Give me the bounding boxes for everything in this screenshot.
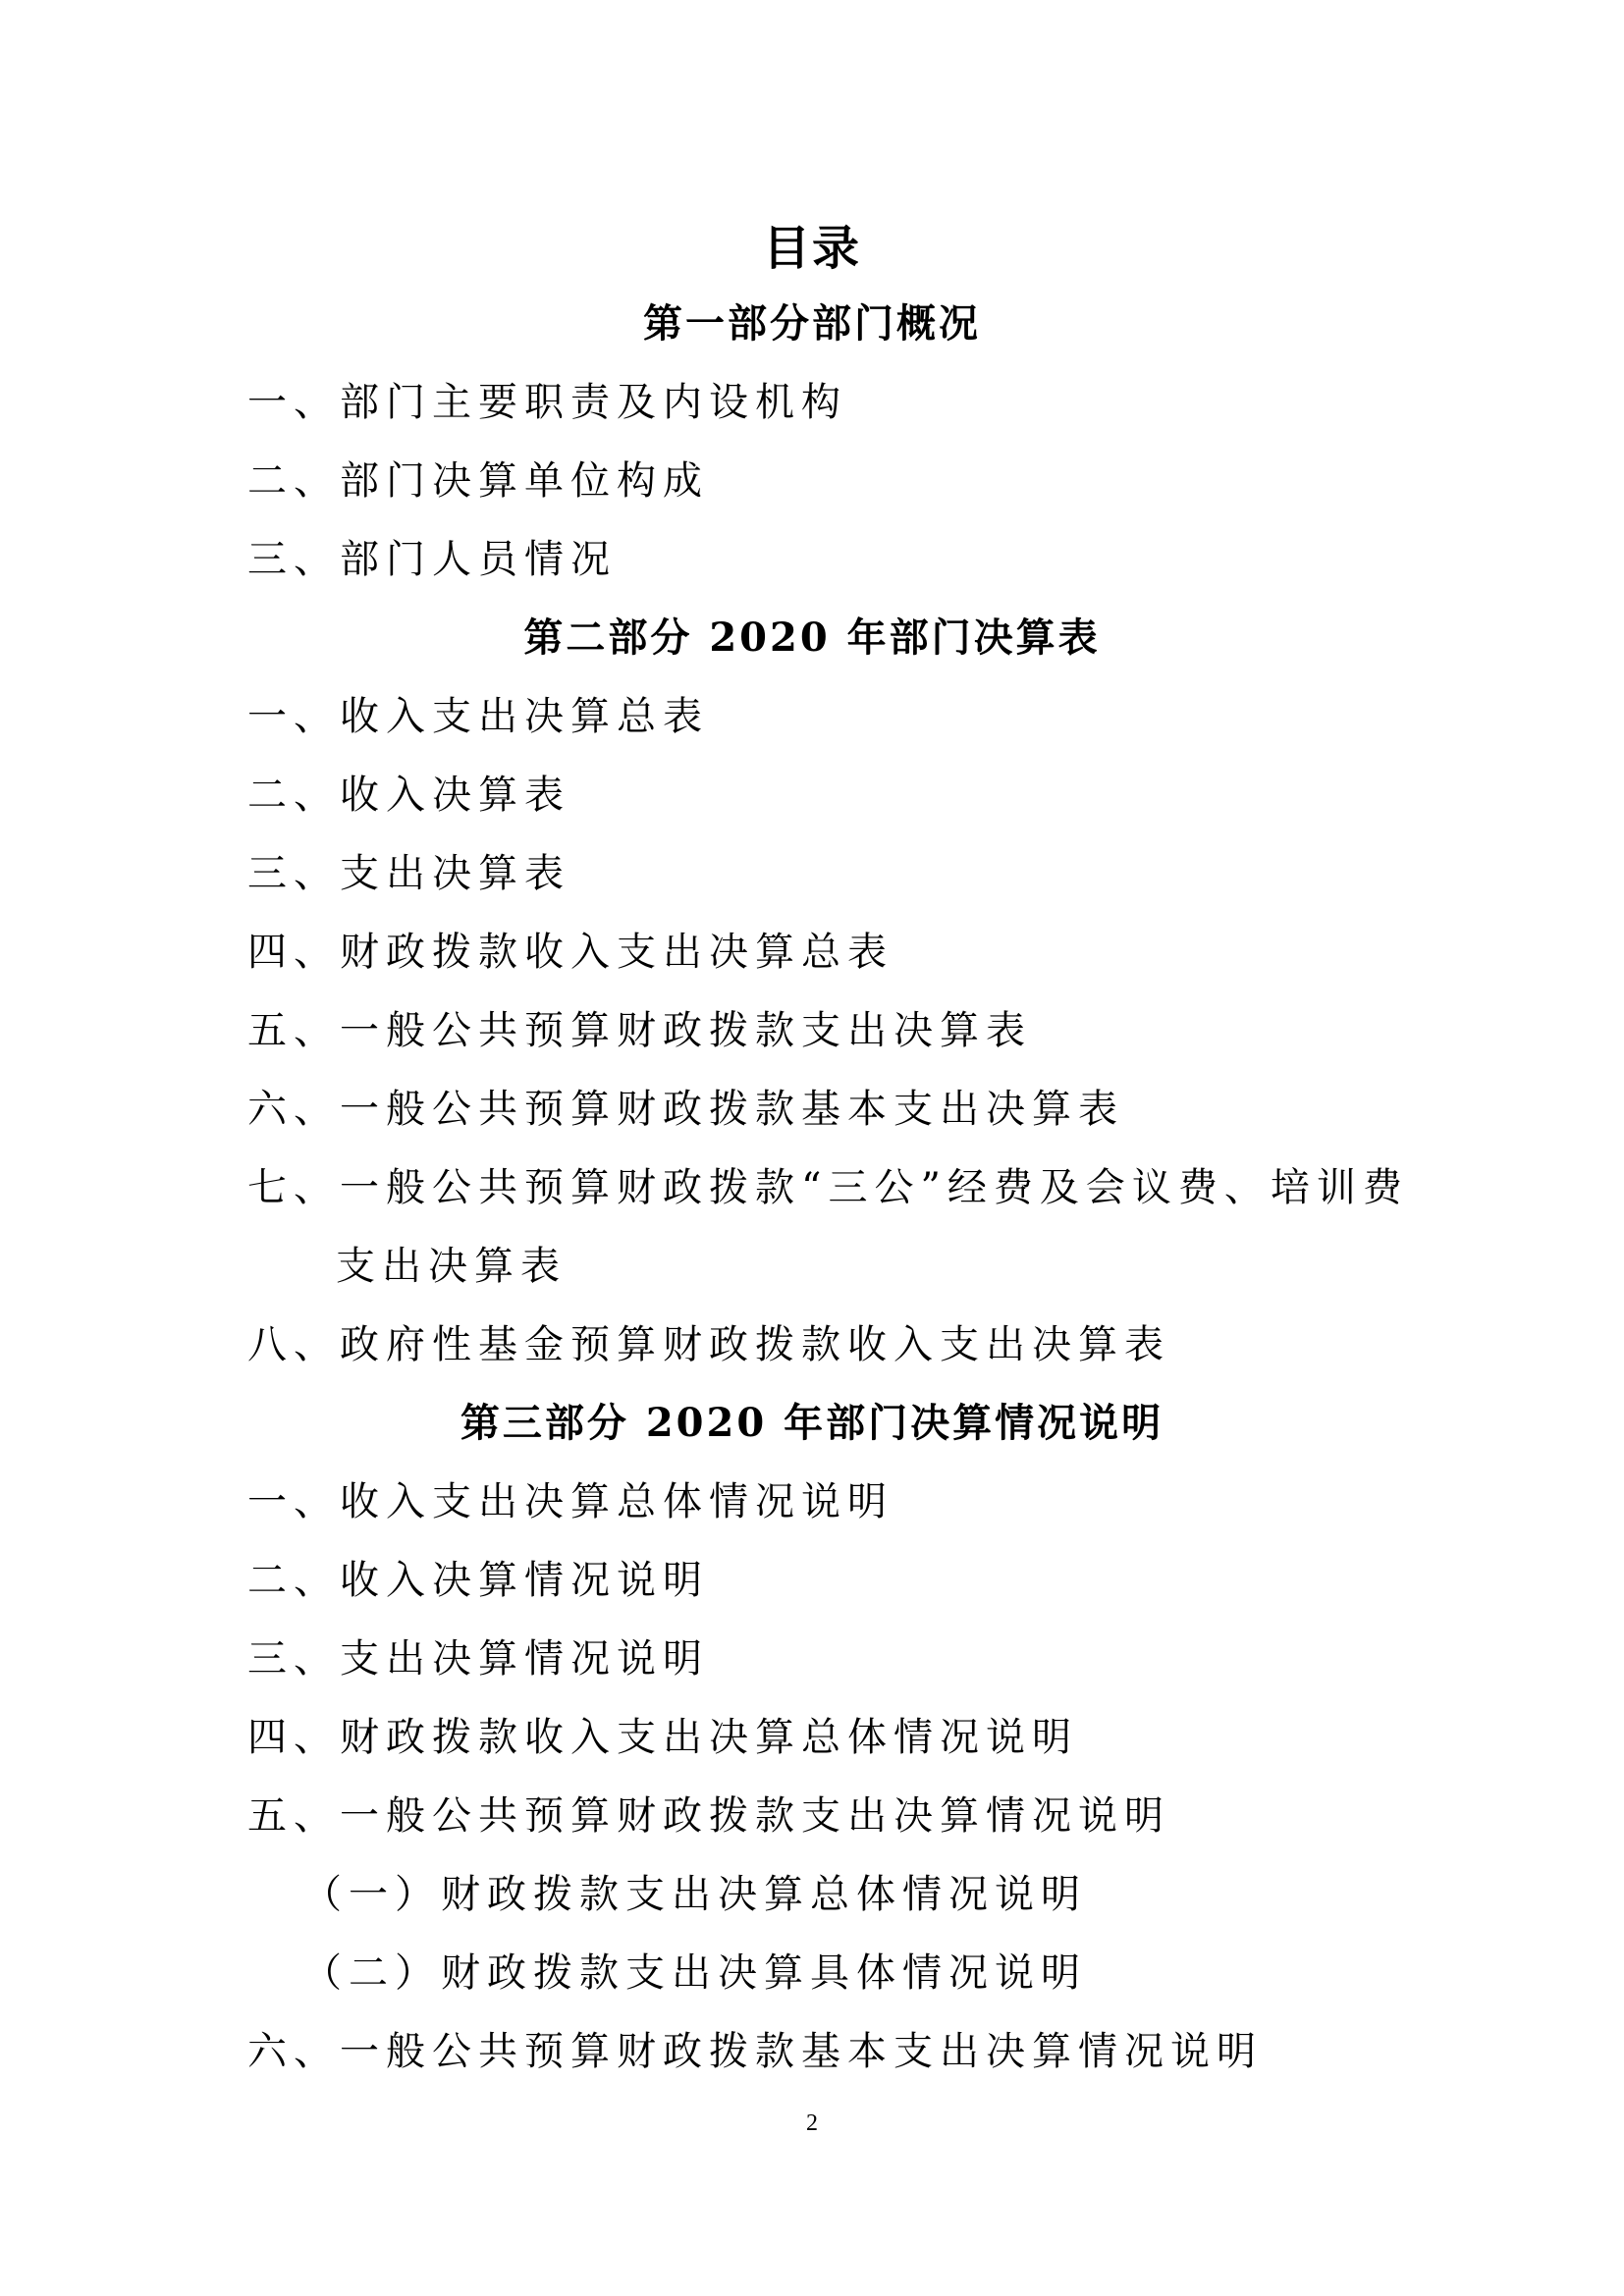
toc-item: 四、财政拨款收入支出决算总表	[247, 930, 893, 975]
part1-heading: 第一部分部门概况	[643, 300, 981, 347]
toc-subitem: （二）财政拨款支出决算具体情况说明	[302, 1950, 1087, 1996]
toc-item: 三、支出决算表	[247, 851, 570, 896]
toc-item: 五、一般公共预算财政拨款支出决算情况说明	[247, 1793, 1170, 1839]
toc-item: 五、一般公共预算财政拨款支出决算表	[247, 1008, 1032, 1053]
toc-subitem: （一）财政拨款支出决算总体情况说明	[302, 1872, 1087, 1917]
toc-item: 三、部门人员情况	[247, 537, 617, 582]
toc-item: 七、一般公共预算财政拨款“三公”经费及会议费、培训费	[247, 1165, 1409, 1210]
toc-item: 一、收入支出决算总表	[247, 694, 709, 739]
toc-item: 三、支出决算情况说明	[247, 1636, 709, 1682]
toc-item: 二、收入决算表	[247, 773, 570, 818]
toc-item: 六、一般公共预算财政拨款基本支出决算表	[247, 1087, 1124, 1132]
page-number: 2	[806, 2110, 818, 2136]
toc-item: 六、一般公共预算财政拨款基本支出决算情况说明	[247, 2029, 1263, 2074]
table-of-contents	[0, 285, 1624, 2091]
toc-item: 四、财政拨款收入支出决算总体情况说明	[247, 1715, 1078, 1760]
part2-heading: 第二部分 2020 年部门决算表	[523, 614, 1101, 661]
toc-item: 二、收入决算情况说明	[247, 1558, 709, 1603]
toc-item: 二、部门决算单位构成	[247, 458, 709, 504]
toc-item: 一、收入支出决算总体情况说明	[247, 1479, 893, 1524]
toc-item-continuation: 支出决算表	[336, 1244, 567, 1289]
toc-item: 一、部门主要职责及内设机构	[247, 380, 847, 425]
toc-title: 目录	[762, 221, 861, 276]
part3-heading: 第三部分 2020 年部门决算情况说明	[460, 1400, 1164, 1446]
toc-item: 八、政府性基金预算财政拨款收入支出决算表	[247, 1322, 1170, 1367]
